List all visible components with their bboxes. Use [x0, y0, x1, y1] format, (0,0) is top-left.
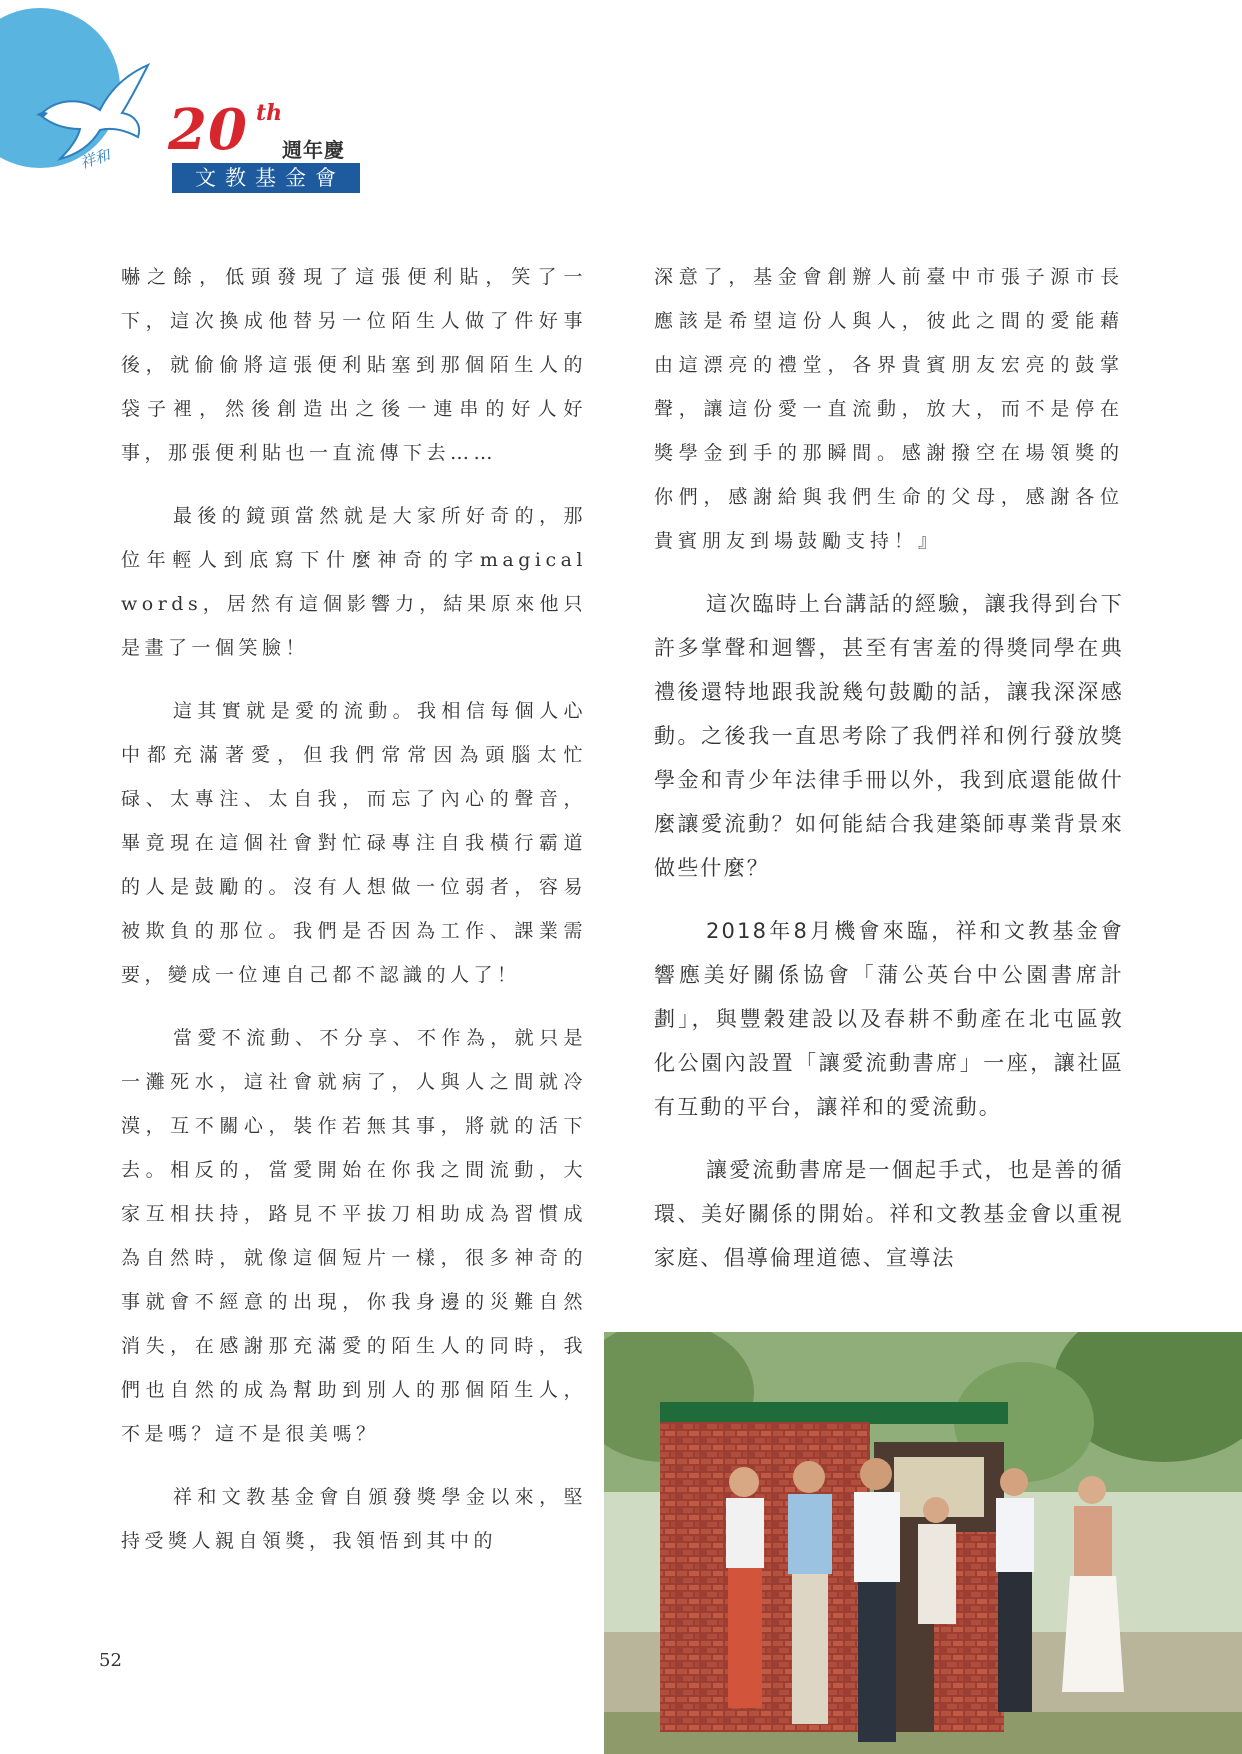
- logo-brand-text: 祥和: [78, 145, 113, 173]
- paragraph: 祥和文教基金會自頒發獎學金以來，堅持受獎人親自領獎，我領悟到其中的: [121, 1486, 587, 1552]
- logo-anniversary: 週年慶: [282, 138, 345, 162]
- paragraph: 2018年8月機會來臨，祥和文教基金會響應美好關係協會「蒲公英台中公園書席計劃」，與豐穀建設以及春耕不動產在北屯區敦化公園內設置「讓愛流動書席」一座，讓社區有互動的平台，讓祥和的愛流動。: [654, 919, 1124, 1119]
- paragraph: 讓愛流動書席是一個起手式，也是善的循環、美好關係的開始。祥和文教基金會以重視家庭、倡導倫理道德、宣導法: [654, 1158, 1124, 1270]
- paragraph: 嚇之餘，低頭發現了這張便利貼，笑了一下，這次換成他替另一位陌生人做了件好事後，就偷偷將這張便利貼塞到那個陌生人的袋子裡，然後創造出之後一連串的好人好事，那張便利貼也一直流傳下去……: [121, 266, 587, 464]
- page-number: 52: [99, 1650, 122, 1671]
- paragraph: 這次臨時上台講話的經驗，讓我得到台下許多掌聲和迴響，甚至有害羞的得獎同學在典禮後還特地跟我說幾句鼓勵的話，讓我深深感動。之後我一直思考除了我們祥和例行發放獎學金和青少年法律手冊以外，我到底還能做什麼讓愛流動？如何能結合我建築師專業背景來做些什麼？: [654, 592, 1124, 880]
- left-column: [121, 255, 587, 1582]
- paragraph: 深意了，基金會創辦人前臺中市張子源市長應該是希望這份人與人，彼此之間的愛能藉由這漂亮的禮堂，各界貴賓朋友宏亮的鼓掌聲，讓這份愛一直流動，放大，而不是停在獎學金到手的那瞬間。感謝撥空在場領獎的你們，感謝給與我們生命的父母，感謝各位貴賓朋友到場鼓勵支持！』: [654, 266, 1124, 552]
- kiosk-roof: [660, 1402, 1008, 1424]
- brick-wall: [660, 1422, 870, 1732]
- paragraph: 最後的鏡頭當然就是大家所好奇的，那位年輕人到底寫下什麼神奇的字magical words，居然有這個影響力，結果原來他只是畫了一個笑臉！: [121, 505, 587, 659]
- group-photo: [604, 1332, 1242, 1754]
- logo-org-bar: 文教基金會: [172, 163, 360, 193]
- logo-number: 20: [168, 97, 248, 163]
- paragraph: 這其實就是愛的流動。我相信每個人心中都充滿著愛，但我們常常因為頭腦太忙碌、太專注、太自我，而忘了內心的聲音，畢竟現在這個社會對忙碌專注自我橫行霸道的人是鼓勵的。沒有人想做一位弱者，容易被欺負的那位。我們是否因為工作、課業需要，變成一位連自己都不認識的人了！: [121, 700, 587, 986]
- paragraph: 當愛不流動、不分享、不作為，就只是一灘死水，這社會就病了，人與人之間就冷漠，互不關心，裝作若無其事，將就的活下去。相反的，當愛開始在你我之間流動，大家互相扶持，路見不平拔刀相助成為習慣成為自然時，就像這個短片一樣，很多神奇的事就會不經意的出現，你我身邊的災難自然消失，在感謝那充滿愛的陌生人的同時，我們也自然的成為幫助到別人的那個陌生人，不是嗎？這不是很美嗎？: [121, 1027, 587, 1445]
- right-column: [654, 255, 1124, 1299]
- logo-suffix: th: [256, 100, 283, 126]
